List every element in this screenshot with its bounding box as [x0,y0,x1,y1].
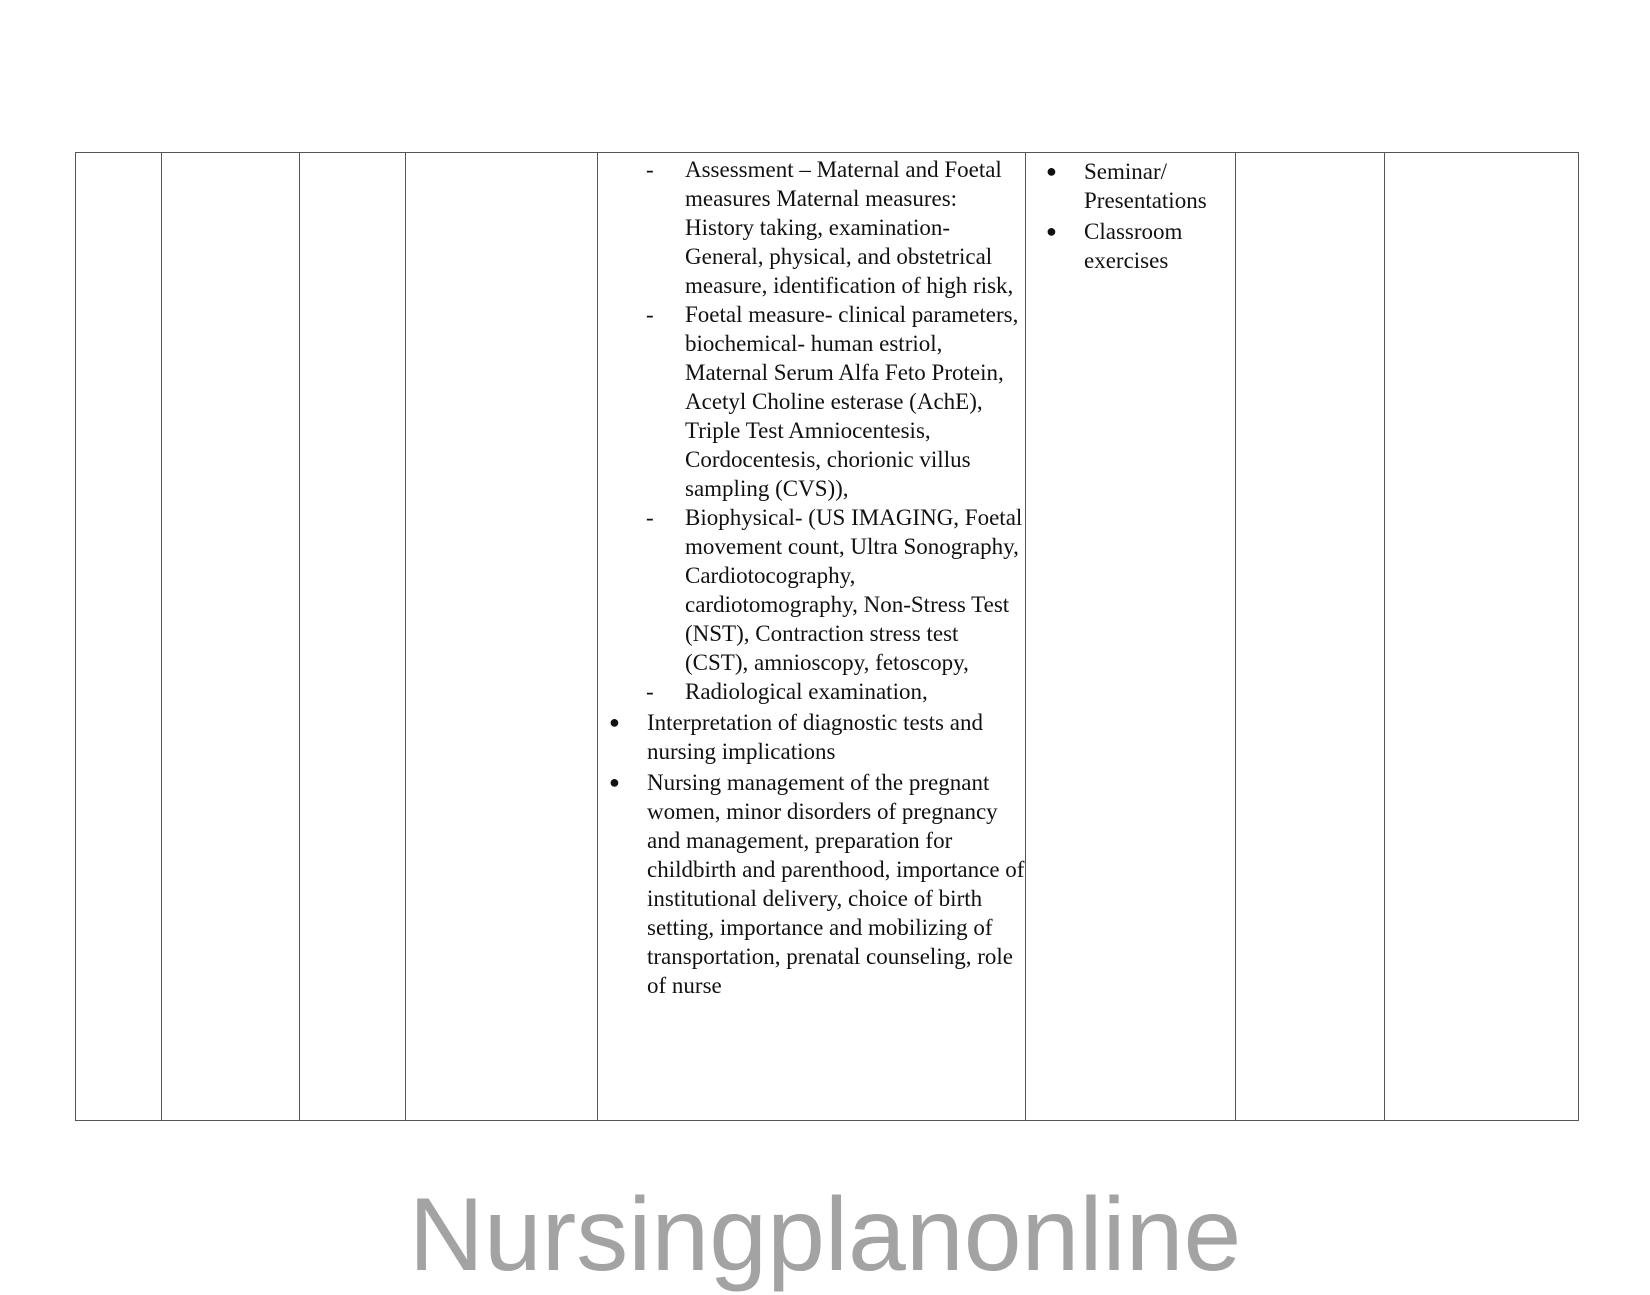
method-text: Classroom exercises [1084,219,1183,273]
empty-cell [76,153,162,1121]
methods-list [1026,153,1235,275]
bullet-icon: ● [1046,161,1057,181]
dash-marker: - [646,157,654,182]
method-text: Seminar/ Presentations [1084,159,1207,213]
list-item-text: Radiological examination, [685,679,928,704]
dash-marker: - [646,505,654,530]
list-item-text: Foetal measure- clinical parameters, biochemical- human estriol, Maternal Serum Alfa Feto Protein, Acetyl Choline esterase (AchE), Triple Test Amniocentesis, Cordocentesis, chorionic villus sampling (CVS)), [685,302,1019,501]
list-item-text: Interpretation of diagnostic tests and nursing implications [647,710,983,764]
bullet-icon: ● [609,712,620,732]
list-item-text: Biophysical- (US IMAGING, Foetal movement count, Ultra Sonography, Cardiotocography, cardiotomography, Non-Stress Test (NST), Contraction stress test (CST), amnioscopy, fetoscopy, [685,505,1023,675]
content-cell [598,153,1026,1121]
list-item [598,300,1025,503]
bullet-icon: ● [609,772,620,792]
list-item [598,503,1025,677]
empty-cell [1385,153,1579,1121]
table-row [76,153,1579,1121]
syllabus-table [75,152,1579,1121]
content-list [598,155,1025,1000]
methods-cell [1026,153,1236,1121]
list-item [598,155,1025,300]
dash-marker: - [646,302,654,327]
list-item [598,708,1025,766]
list-item [1026,157,1235,215]
dash-marker: - [646,679,654,704]
empty-cell [406,153,598,1121]
list-item-text: Nursing management of the pregnant women, minor disorders of pregnancy and management, preparation for childbirth and parenthood, importance of institutional delivery, choice of birth setting, importance and mobilizing of transportation, prenatal counseling, role of nurse [647,770,1025,998]
list-item [598,768,1025,1000]
empty-cell [162,153,300,1121]
bullet-icon: ● [1046,221,1057,241]
list-item-text: Assessment – Maternal and Foetal measures Maternal measures: History taking, examination-General, physical, and obstetrical measure, identification of high risk, [685,157,1014,298]
empty-cell [300,153,406,1121]
watermark: Nursingplanonline [408,1177,1242,1293]
list-item [598,677,1025,706]
list-item [1026,217,1235,275]
empty-cell [1236,153,1385,1121]
